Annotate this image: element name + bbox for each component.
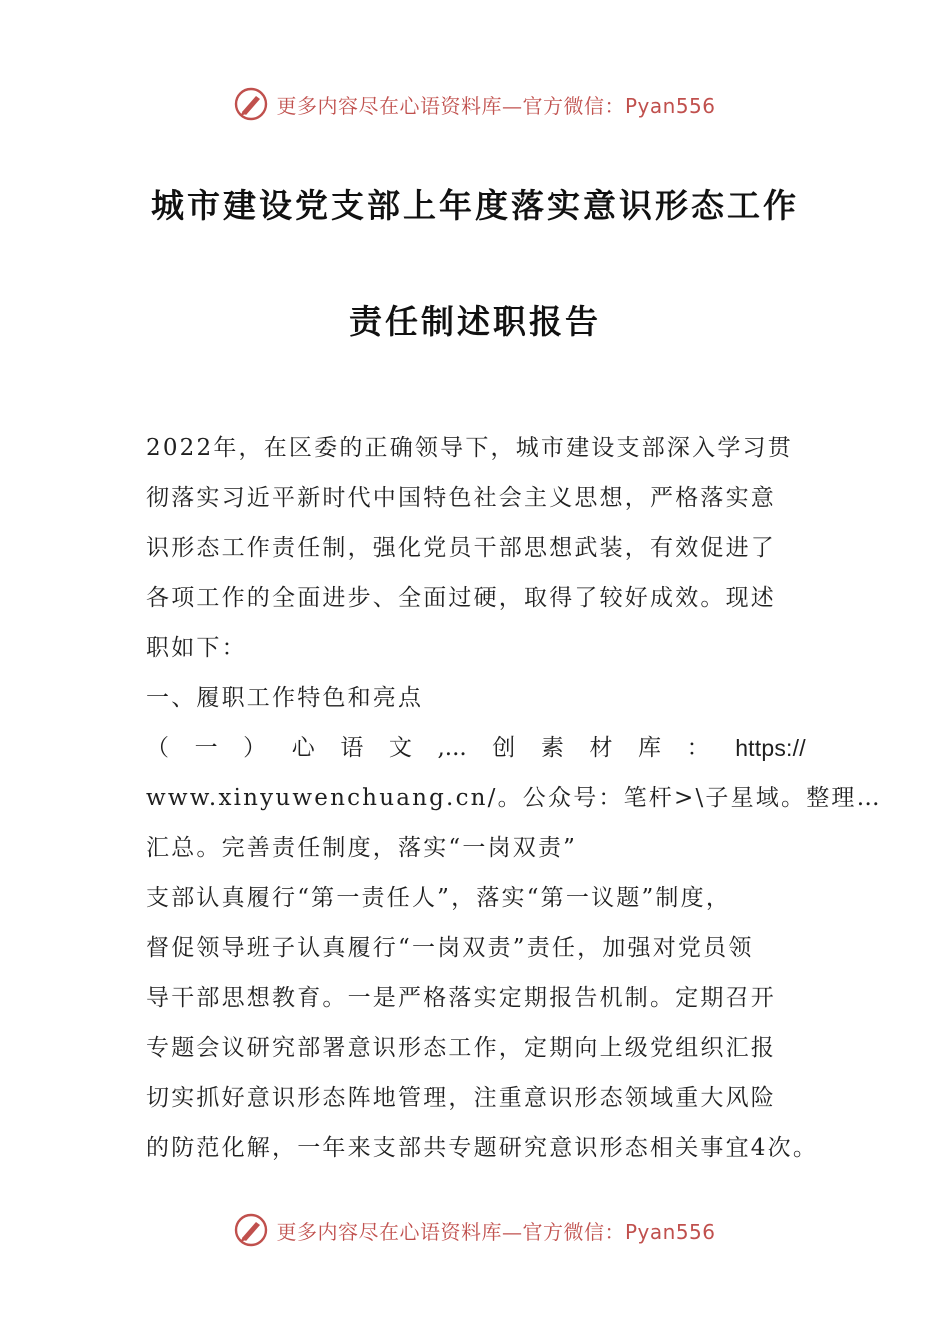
document-title-line2: 责任制述职报告 bbox=[349, 302, 601, 341]
body-line: 各项工作的全面进步、全面过硬，取得了较好成效。现述 bbox=[146, 585, 776, 611]
document-body bbox=[146, 426, 882, 1176]
watermark-text: 更多内容尽在心语资料库—官方微信：Pyan556 bbox=[276, 93, 716, 118]
watermark-footer bbox=[0, 1210, 950, 1250]
body-line: 导干部思想教育。一是严格落实定期报告机制。定期召开 bbox=[146, 985, 776, 1011]
subsection-heading-justified: （ 一 ） 心 语 文 ,... 创 素 材 库 ： https:// bbox=[146, 735, 806, 761]
body-line: 彻落实习近平新时代中国特色社会主义思想，严格落实意 bbox=[146, 485, 776, 511]
document-title-line1: 城市建设党支部上年度落实意识形态工作 bbox=[151, 186, 799, 225]
body-line: 专题会议研究部署意识形态工作，定期向上级党组织汇报 bbox=[146, 1035, 776, 1061]
body-line: 的防范化解，一年来支部共专题研究意识形态相关事宜4次。 bbox=[146, 1135, 819, 1161]
body-line: 识形态工作责任制，强化党员干部思想武装，有效促进了 bbox=[146, 535, 776, 561]
body-line: 汇总。完善责任制度，落实“一岗双责” bbox=[146, 835, 578, 861]
body-line-url: www.xinyuwenchuang.cn/。公众号：笔杆>\子星域。整理… bbox=[146, 785, 882, 811]
pen-logo-icon bbox=[234, 87, 268, 121]
section-heading: 一、履职工作特色和亮点 bbox=[146, 685, 424, 711]
body-line: 职如下： bbox=[146, 635, 247, 661]
body-line: 督促领导班子认真履行“一岗双责”责任，加强对党员领 bbox=[146, 935, 754, 961]
pen-logo-icon bbox=[234, 1213, 268, 1247]
body-line: 2022年，在区委的正确领导下，城市建设支部深入学习贯 bbox=[146, 435, 793, 461]
body-line: 切实抓好意识形态阵地管理，注重意识形态领域重大风险 bbox=[146, 1085, 776, 1111]
watermark-header bbox=[0, 84, 950, 124]
body-line: 支部认真履行“第一责任人”，落实“第一议题”制度， bbox=[146, 885, 732, 911]
watermark-text: 更多内容尽在心语资料库—官方微信：Pyan556 bbox=[276, 1219, 716, 1244]
